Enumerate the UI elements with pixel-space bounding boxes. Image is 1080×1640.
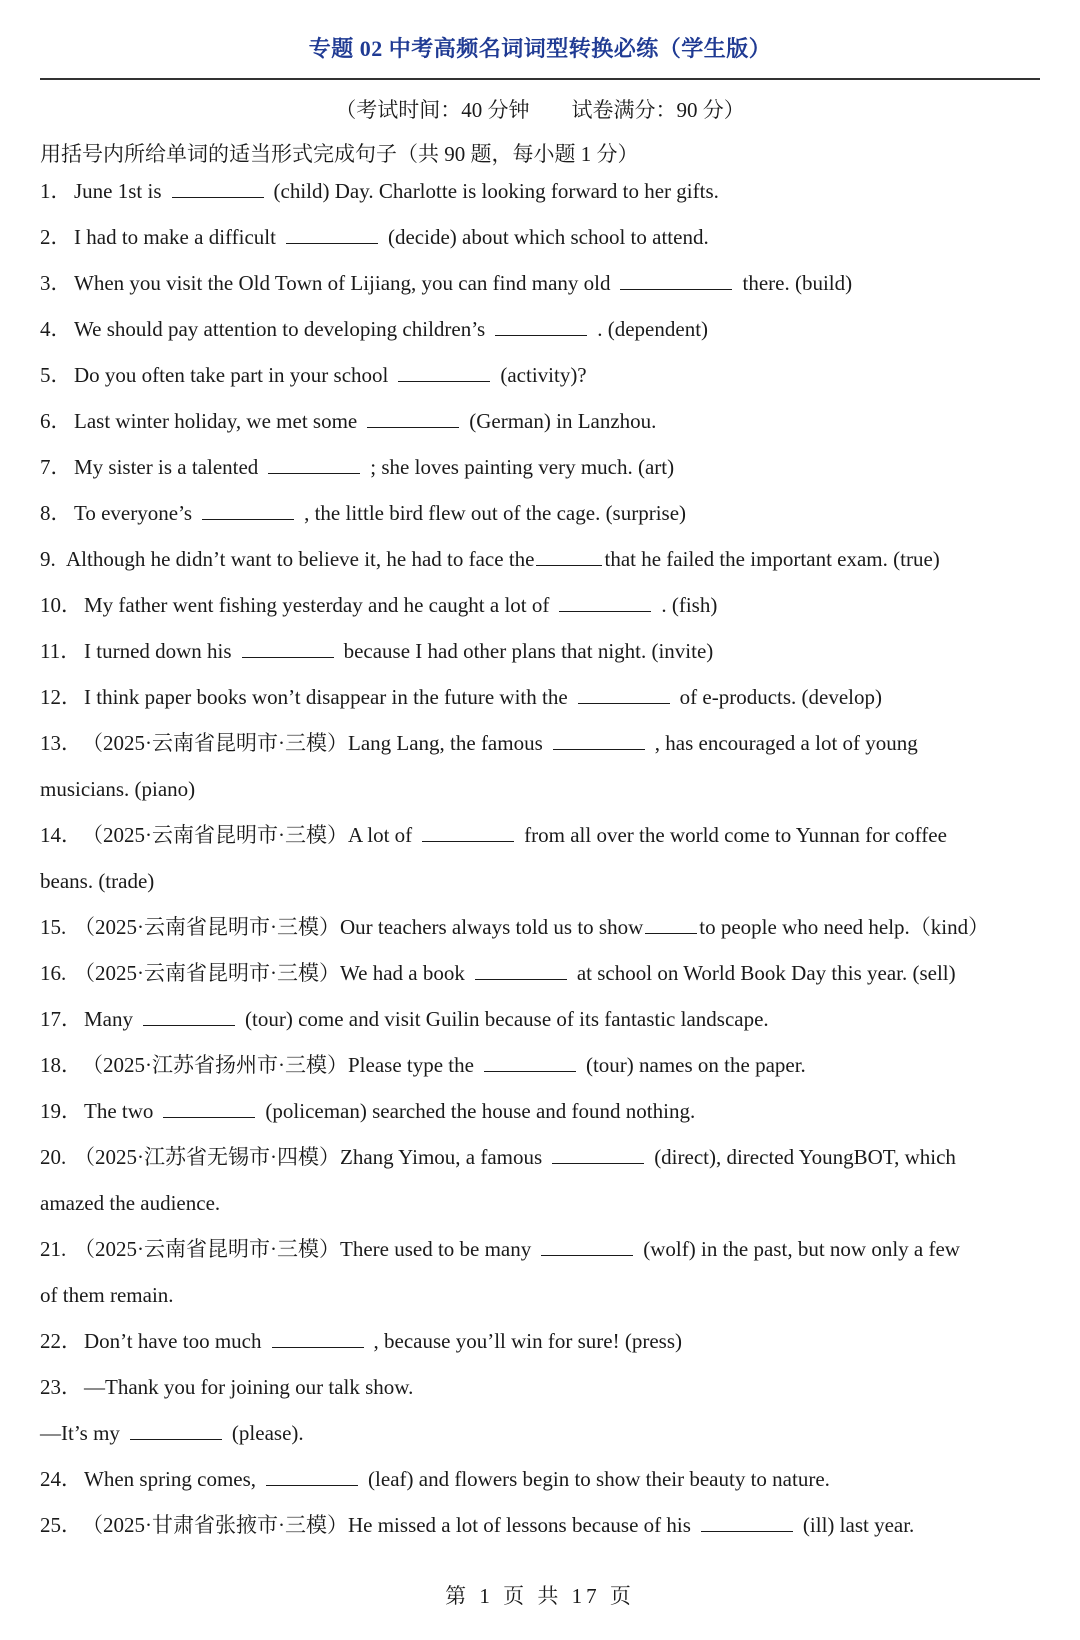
answer-blank[interactable]: [475, 961, 567, 980]
question-6: 6． Last winter holiday, we met some (German) in Lanzhou.: [40, 409, 657, 433]
question-12: 12．I think paper books won’t disappear in the future with the of e-products. (develop): [40, 685, 883, 709]
question-21: 21. （2025·云南省昆明市·三模）There used to be many (wolf) in the past, but now only a few: [40, 1237, 960, 1261]
question-22: 22．Don’t have too much , because you’ll win for sure! (press): [40, 1329, 682, 1353]
question-10: 10．My father went fishing yesterday and he caught a lot of . (fish): [40, 593, 718, 617]
question-4: 4． We should pay attention to developing children’s . (dependent): [40, 317, 709, 341]
question-list: [40, 168, 1040, 1548]
answer-blank[interactable]: [367, 409, 459, 428]
question-20-continued: amazed the audience.: [40, 1191, 221, 1215]
answer-blank[interactable]: [202, 501, 294, 520]
answer-blank[interactable]: [163, 1099, 255, 1118]
question-16: 16. （2025·云南省昆明市·三模）We had a book at school on World Book Day this year. (sell): [40, 961, 956, 985]
answer-blank[interactable]: [559, 593, 651, 612]
question-13-continued: musicians. (piano): [40, 777, 196, 801]
exam-time: （考试时间：40 分钟: [335, 98, 530, 122]
question-25: 25．（2025·甘肃省张掖市·三模）He missed a lot of lessons because of his (ill) last year.: [40, 1513, 915, 1537]
answer-blank[interactable]: [268, 455, 360, 474]
question-13: 13．（2025·云南省昆明市·三模）Lang Lang, the famous , has encouraged a lot of young: [40, 731, 918, 755]
question-3: 3． When you visit the Old Town of Lijiang, you can find many old there. (build): [40, 271, 853, 295]
answer-blank[interactable]: [552, 1145, 644, 1164]
question-11: 11． I turned down his because I had other plans that night. (invite): [40, 639, 714, 663]
answer-blank[interactable]: [398, 363, 490, 382]
title-divider: [40, 78, 1040, 80]
answer-blank[interactable]: [272, 1329, 364, 1348]
page-title: 专题 02 中考高频名词词型转换必练（学生版）: [308, 36, 772, 61]
question-20: 20. （2025·江苏省无锡市·四模）Zhang Yimou, a famous (direct), directed YoungBOT, which: [40, 1145, 956, 1169]
question-14: 14．（2025·云南省昆明市·三模）A lot of from all over the world come to Yunnan for coffee: [40, 823, 947, 847]
question-18: 18．（2025·江苏省扬州市·三模）Please type the (tour) names on the paper.: [40, 1053, 806, 1077]
question-7: 7． My sister is a talented ; she loves painting very much. (art): [40, 455, 675, 479]
question-14-continued: beans. (trade): [40, 869, 155, 893]
question-15: 15. （2025·云南省昆明市·三模）Our teachers always told us to show to people who need help.（kind）: [40, 915, 990, 939]
page-footer: 第 1 页 共 17 页: [445, 1584, 635, 1608]
question-21-continued: of them remain.: [40, 1283, 174, 1307]
question-24: 24．When spring comes, (leaf) and flowers begin to show their beauty to nature.: [40, 1467, 830, 1491]
question-17: 17．Many (tour) come and visit Guilin because of its fantastic landscape.: [40, 1007, 769, 1031]
answer-blank[interactable]: [578, 685, 670, 704]
answer-blank[interactable]: [266, 1467, 358, 1486]
answer-blank[interactable]: [286, 225, 378, 244]
question-1: 1． June 1st is (child) Day. Charlotte is looking forward to her gifts.: [40, 179, 719, 203]
question-2: 2． I had to make a difficult (decide) about which school to attend.: [40, 225, 709, 249]
answer-blank[interactable]: [645, 915, 697, 934]
question-23-reply: —It’s my (please).: [40, 1421, 304, 1445]
answer-blank[interactable]: [172, 179, 264, 198]
answer-blank[interactable]: [620, 271, 732, 290]
question-19: 19．The two (policeman) searched the house and found nothing.: [40, 1099, 696, 1123]
answer-blank[interactable]: [553, 731, 645, 750]
question-9: 9. Although he didn’t want to believe it, he had to face the that he failed the important exam. (true): [40, 547, 940, 571]
answer-blank[interactable]: [422, 823, 514, 842]
question-23: 23．—Thank you for joining our talk show.: [40, 1375, 414, 1399]
instructions: 用括号内所给单词的适当形式完成句子（共 90 题，每小题 1 分）: [40, 142, 639, 166]
question-5: 5． Do you often take part in your school (activity)?: [40, 363, 587, 387]
answer-blank[interactable]: [536, 547, 602, 566]
answer-blank[interactable]: [143, 1007, 235, 1026]
question-8: 8． To everyone’s , the little bird flew out of the cage. (surprise): [40, 501, 687, 525]
exam-score: 试卷满分：90 分）: [571, 98, 745, 122]
answer-blank[interactable]: [495, 317, 587, 336]
answer-blank[interactable]: [701, 1513, 793, 1532]
answer-blank[interactable]: [130, 1421, 222, 1440]
exam-meta: [40, 94, 1040, 124]
answer-blank[interactable]: [484, 1053, 576, 1072]
answer-blank[interactable]: [242, 639, 334, 658]
answer-blank[interactable]: [541, 1237, 633, 1256]
